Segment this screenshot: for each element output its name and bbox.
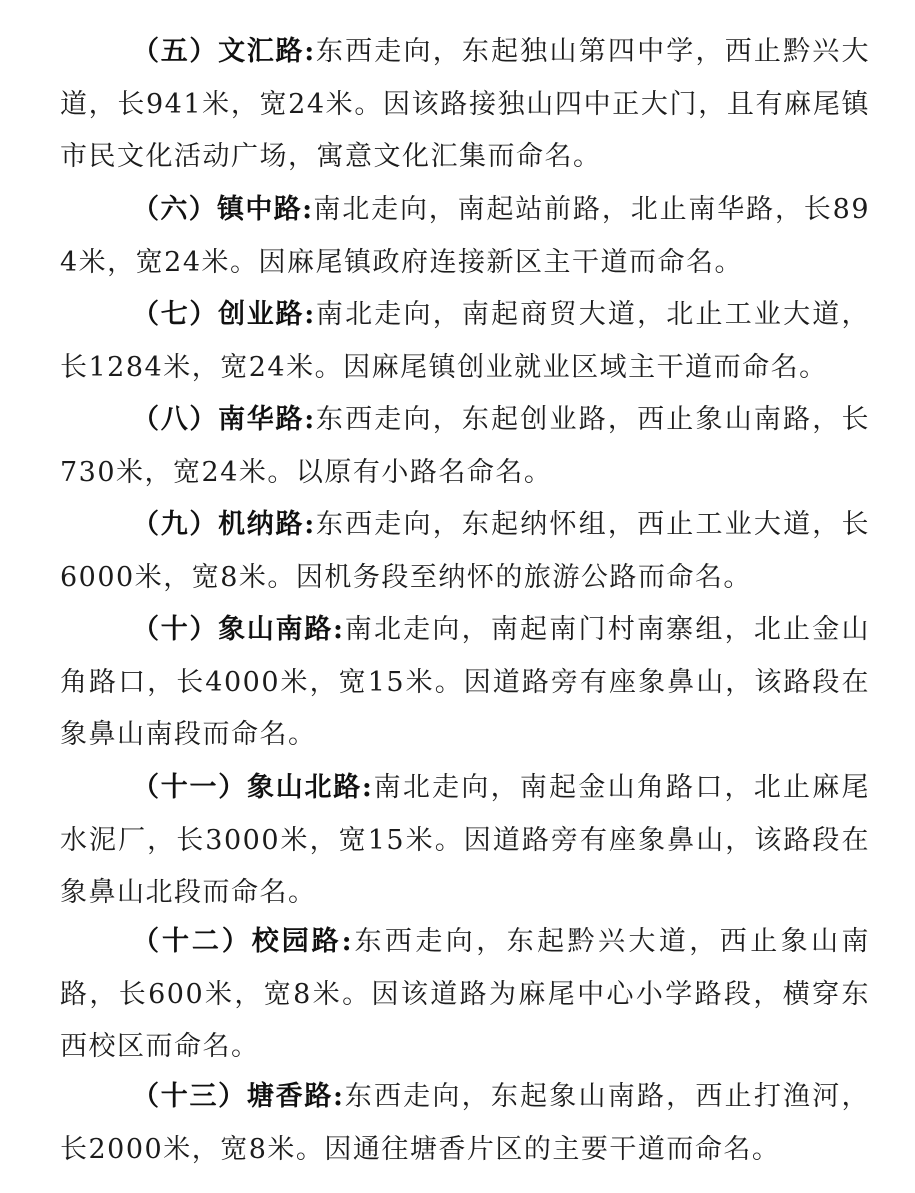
road-entry-text: 南北走向，南起金山角路口，北止麻尾水泥厂，长3000米，宽15米。因道路旁有座象鼻山，该路段在象鼻山北段而命名。 bbox=[60, 772, 871, 909]
road-entry-text: 东西走向，东起创业路，西止象山南路，长730米，宽24米。以原有小路名命名。 bbox=[60, 404, 871, 488]
road-entry-label: （九）机纳路: bbox=[132, 509, 316, 540]
road-entry-label: （五）文汇路: bbox=[132, 36, 316, 67]
road-entry-zhenzhong bbox=[60, 184, 870, 289]
road-entry-text: 东西走向，东起纳怀组，西止工业大道，长6000米，宽8米。因机务段至纳怀的旅游公路而命名。 bbox=[60, 509, 871, 593]
road-entry-label: （十二）校园路: bbox=[132, 926, 353, 957]
road-entry-tangxiang bbox=[60, 1071, 870, 1176]
road-entry-label: （十）象山南路: bbox=[132, 614, 345, 645]
road-entry-label: （十一）象山北路: bbox=[132, 772, 373, 803]
road-entry-text: 南北走向，南起商贸大道，北止工业大道，长1284米，宽24米。因麻尾镇创业就业区域主干道而命名。 bbox=[60, 299, 871, 383]
road-entry-nanhua bbox=[60, 394, 870, 499]
road-entry-xiaoyuan bbox=[60, 916, 870, 1074]
road-entry-xiangshan-north bbox=[60, 762, 870, 920]
road-entry-label: （七）创业路: bbox=[132, 299, 316, 330]
road-entry-text: 东西走向，东起独山第四中学，西止黔兴大道，长941米，宽24米。因该路接独山四中正大门，且有麻尾镇市民文化活动广场，寓意文化汇集而命名。 bbox=[60, 36, 871, 173]
road-entry-xiangshan-south bbox=[60, 604, 870, 762]
road-entry-chuangye bbox=[60, 289, 870, 394]
road-entry-label: （八）南华路: bbox=[132, 404, 316, 435]
road-entry-label: （六）镇中路: bbox=[132, 194, 314, 225]
road-entry-jina bbox=[60, 499, 870, 604]
road-entry-text: 东西走向，东起象山南路，西止打渔河，长2000米，宽8米。因通往塘香片区的主要干道而命名。 bbox=[60, 1081, 870, 1165]
road-entry-text: 东西走向，东起黔兴大道，西止象山南路，长600米，宽8米。因该道路为麻尾中心小学路段，横穿东西校区而命名。 bbox=[60, 926, 871, 1063]
road-entry-wenhui bbox=[60, 26, 870, 184]
road-entry-label: （十三）塘香路: bbox=[132, 1081, 345, 1112]
road-entry-text: 南北走向，南起南门村南寨组，北止金山角路口，长4000米，宽15米。因道路旁有座象鼻山，该路段在象鼻山南段而命名。 bbox=[60, 614, 870, 751]
road-entry-text: 南北走向，南起站前路，北止南华路，长894米，宽24米。因麻尾镇政府连接新区主干道而命名。 bbox=[60, 194, 871, 278]
